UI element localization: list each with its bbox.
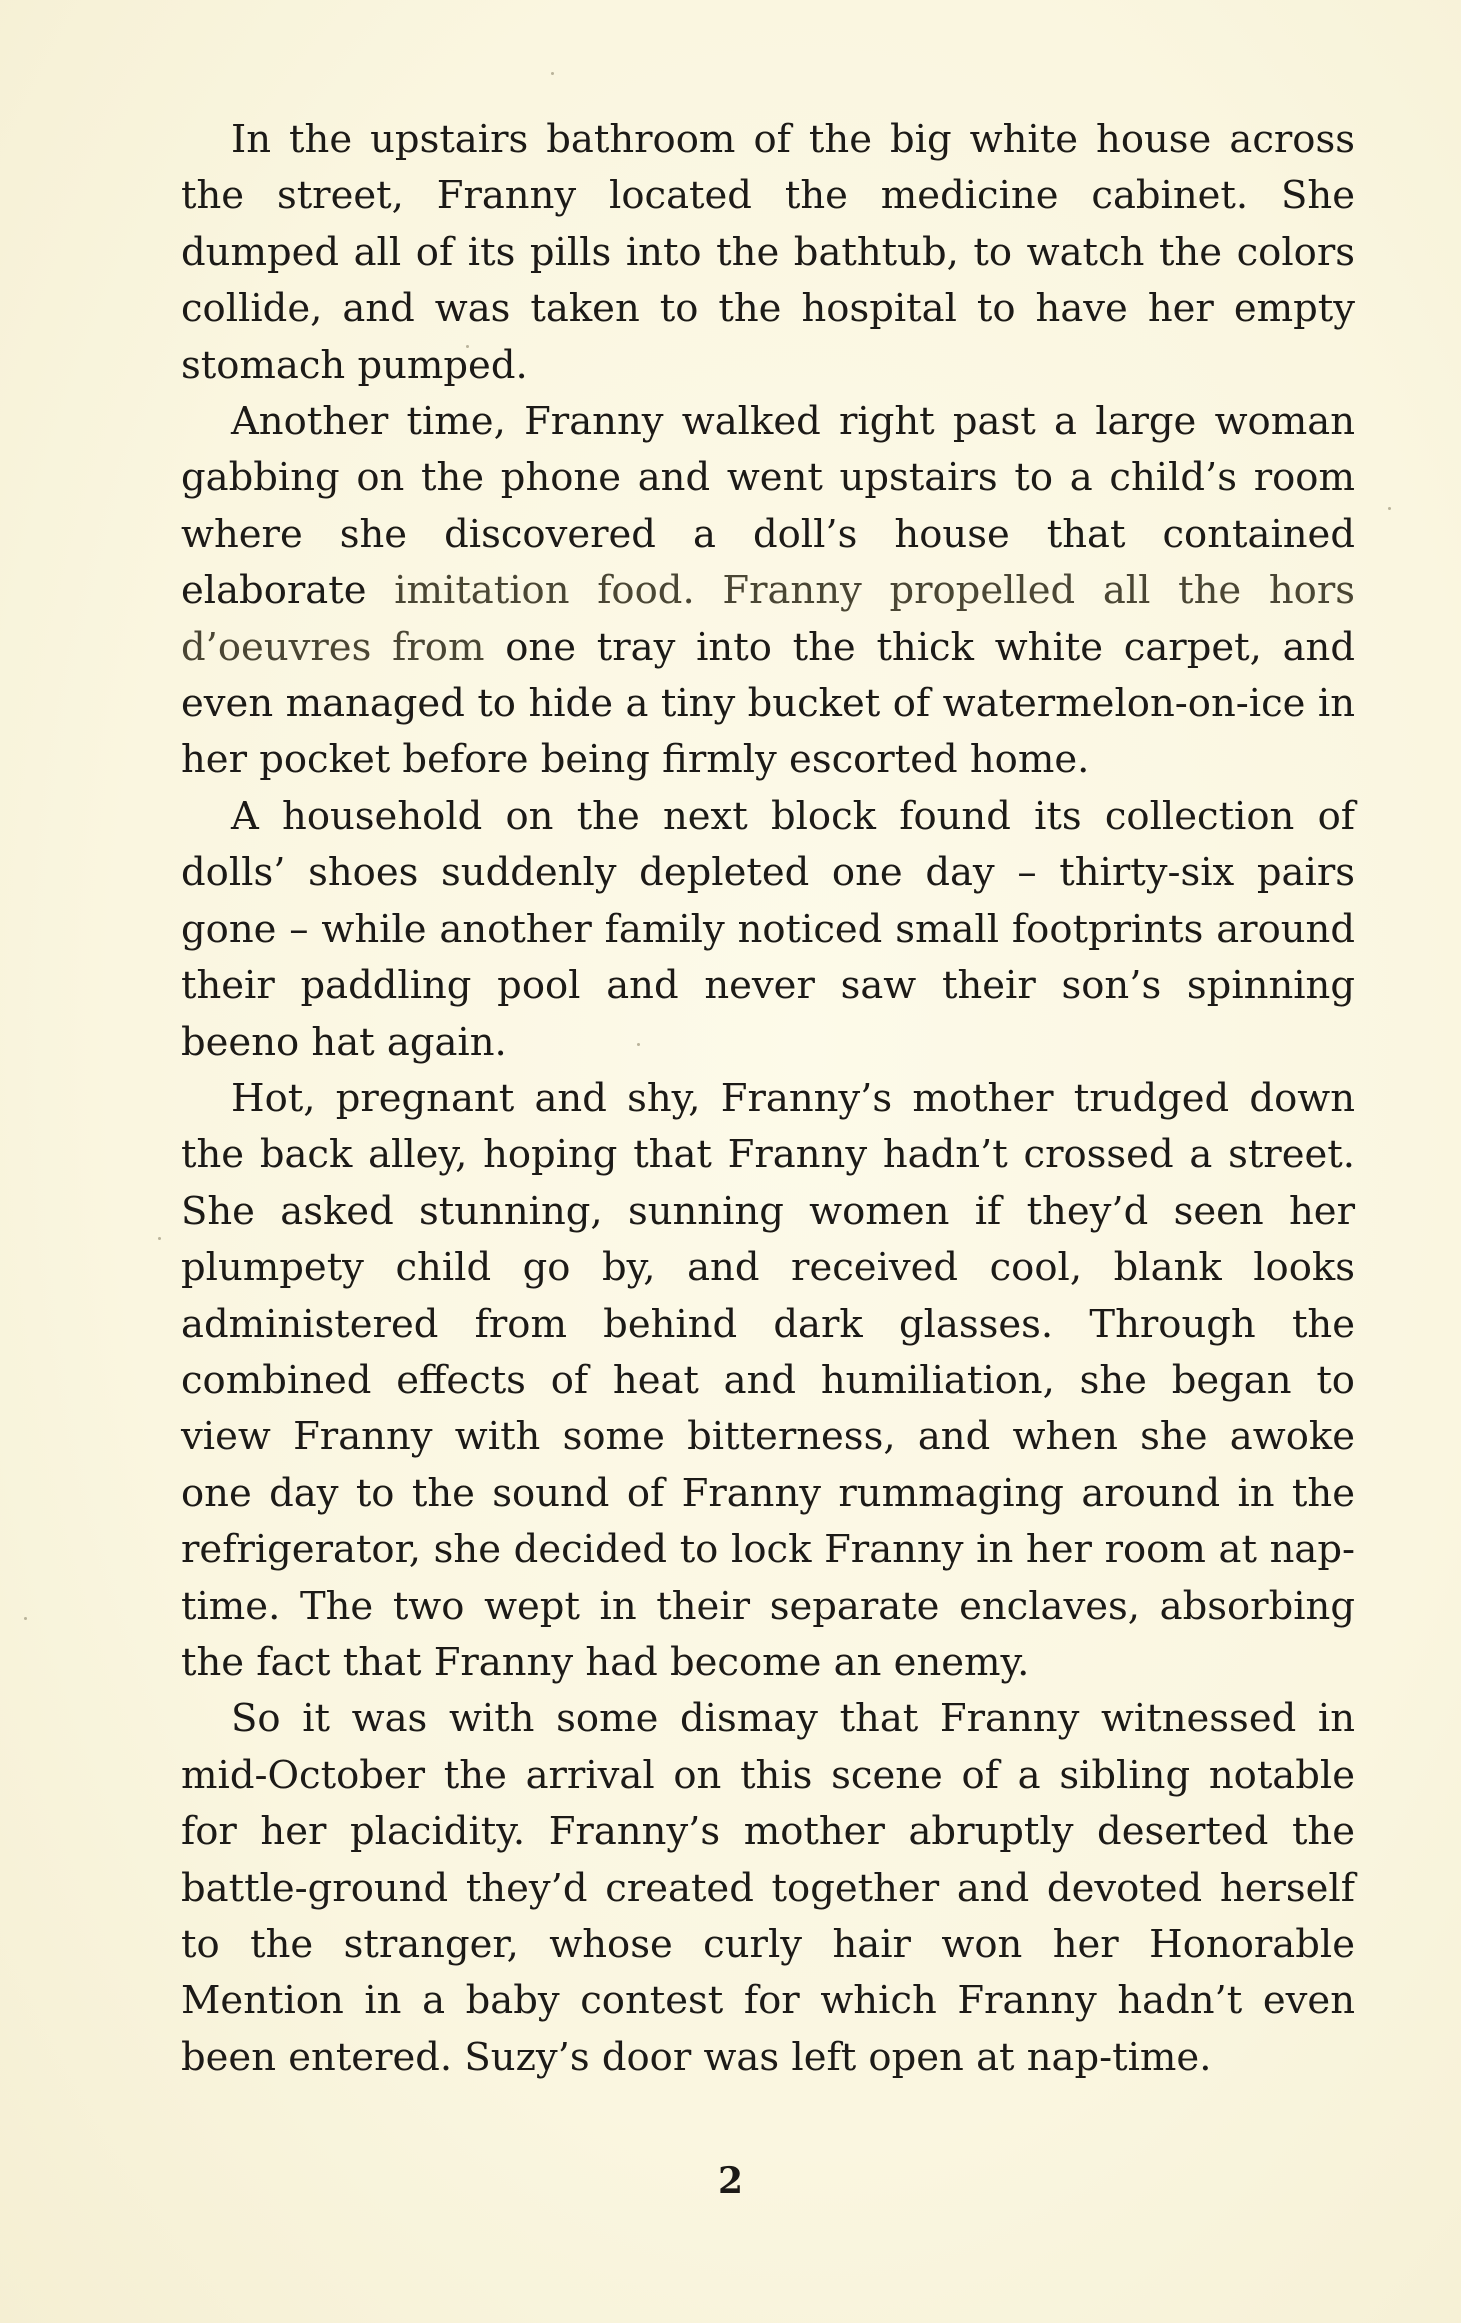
paragraph-dolls-house-faded-line: imitation food. Franny propelled all the hors d’oeuvres from — [181, 568, 1355, 670]
paper-speck — [158, 1237, 161, 1240]
body-text — [181, 112, 1355, 2086]
paper-speck — [1388, 507, 1391, 510]
paragraph-bathroom: In the upstairs bathroom of the big white house across the street, Franny located the medicine cabinet. She dumped all of its pills into the bathtub, to watch the colors collide, and was taken to the hospital to have her empty stomach pumped. — [181, 117, 1355, 388]
paragraph-mother: Hot, pregnant and shy, Franny’s mother trudged down the back alley, hoping that Franny hadn’t crossed a street. She asked stunning, sunning women if they’d seen her plumpety child go by, and received cool, blank looks administered from behind dark glasses. Through the combined effects of heat and humiliation, she began to view Franny with some bitterness, and when she awoke one day to the sound of Franny rummaging around in the refrigerator, she decided to lock Franny in her room at nap-time. The two wept in their separate enclaves, absorbing the fact that Franny had become an enemy. — [181, 1075, 1355, 1685]
paper-speck — [24, 1617, 27, 1620]
paper-speck — [551, 72, 554, 75]
page-number: 2 — [717, 2160, 744, 2202]
paragraph-sibling: So it was with some dismay that Franny witnessed in mid-October the arrival on this scene of a sibling notable for her placidity. Franny’s mother abruptly deserted the battle-ground they’d created together and devoted herself to the stranger, whose curly hair won her Honorable Mention in a baby contest for which Franny hadn’t even been entered. Suzy’s door was left open at nap-time. — [181, 1696, 1355, 2080]
paragraph-dolls-house-end: one tray into the thick white carpet, and even managed to hide a tiny bucket of watermelon-on-ice in her pocket before being firmly escorted home. — [181, 624, 1355, 783]
paragraph-dolls-shoes: A household on the next block found its collection of dolls’ shoes suddenly depleted one day – thirty-six pairs gone – while another family noticed small footprints around their paddling pool and never saw their son’s spinning beeno hat again. — [181, 793, 1355, 1065]
paragraph-dolls-house — [181, 394, 1355, 789]
paragraph-dolls-house-start: Another time, Franny walked right past a large woman gabbing on the phone and went upstairs to a child’s room where she discovered a doll’s house that contained elaborate — [181, 399, 1355, 614]
